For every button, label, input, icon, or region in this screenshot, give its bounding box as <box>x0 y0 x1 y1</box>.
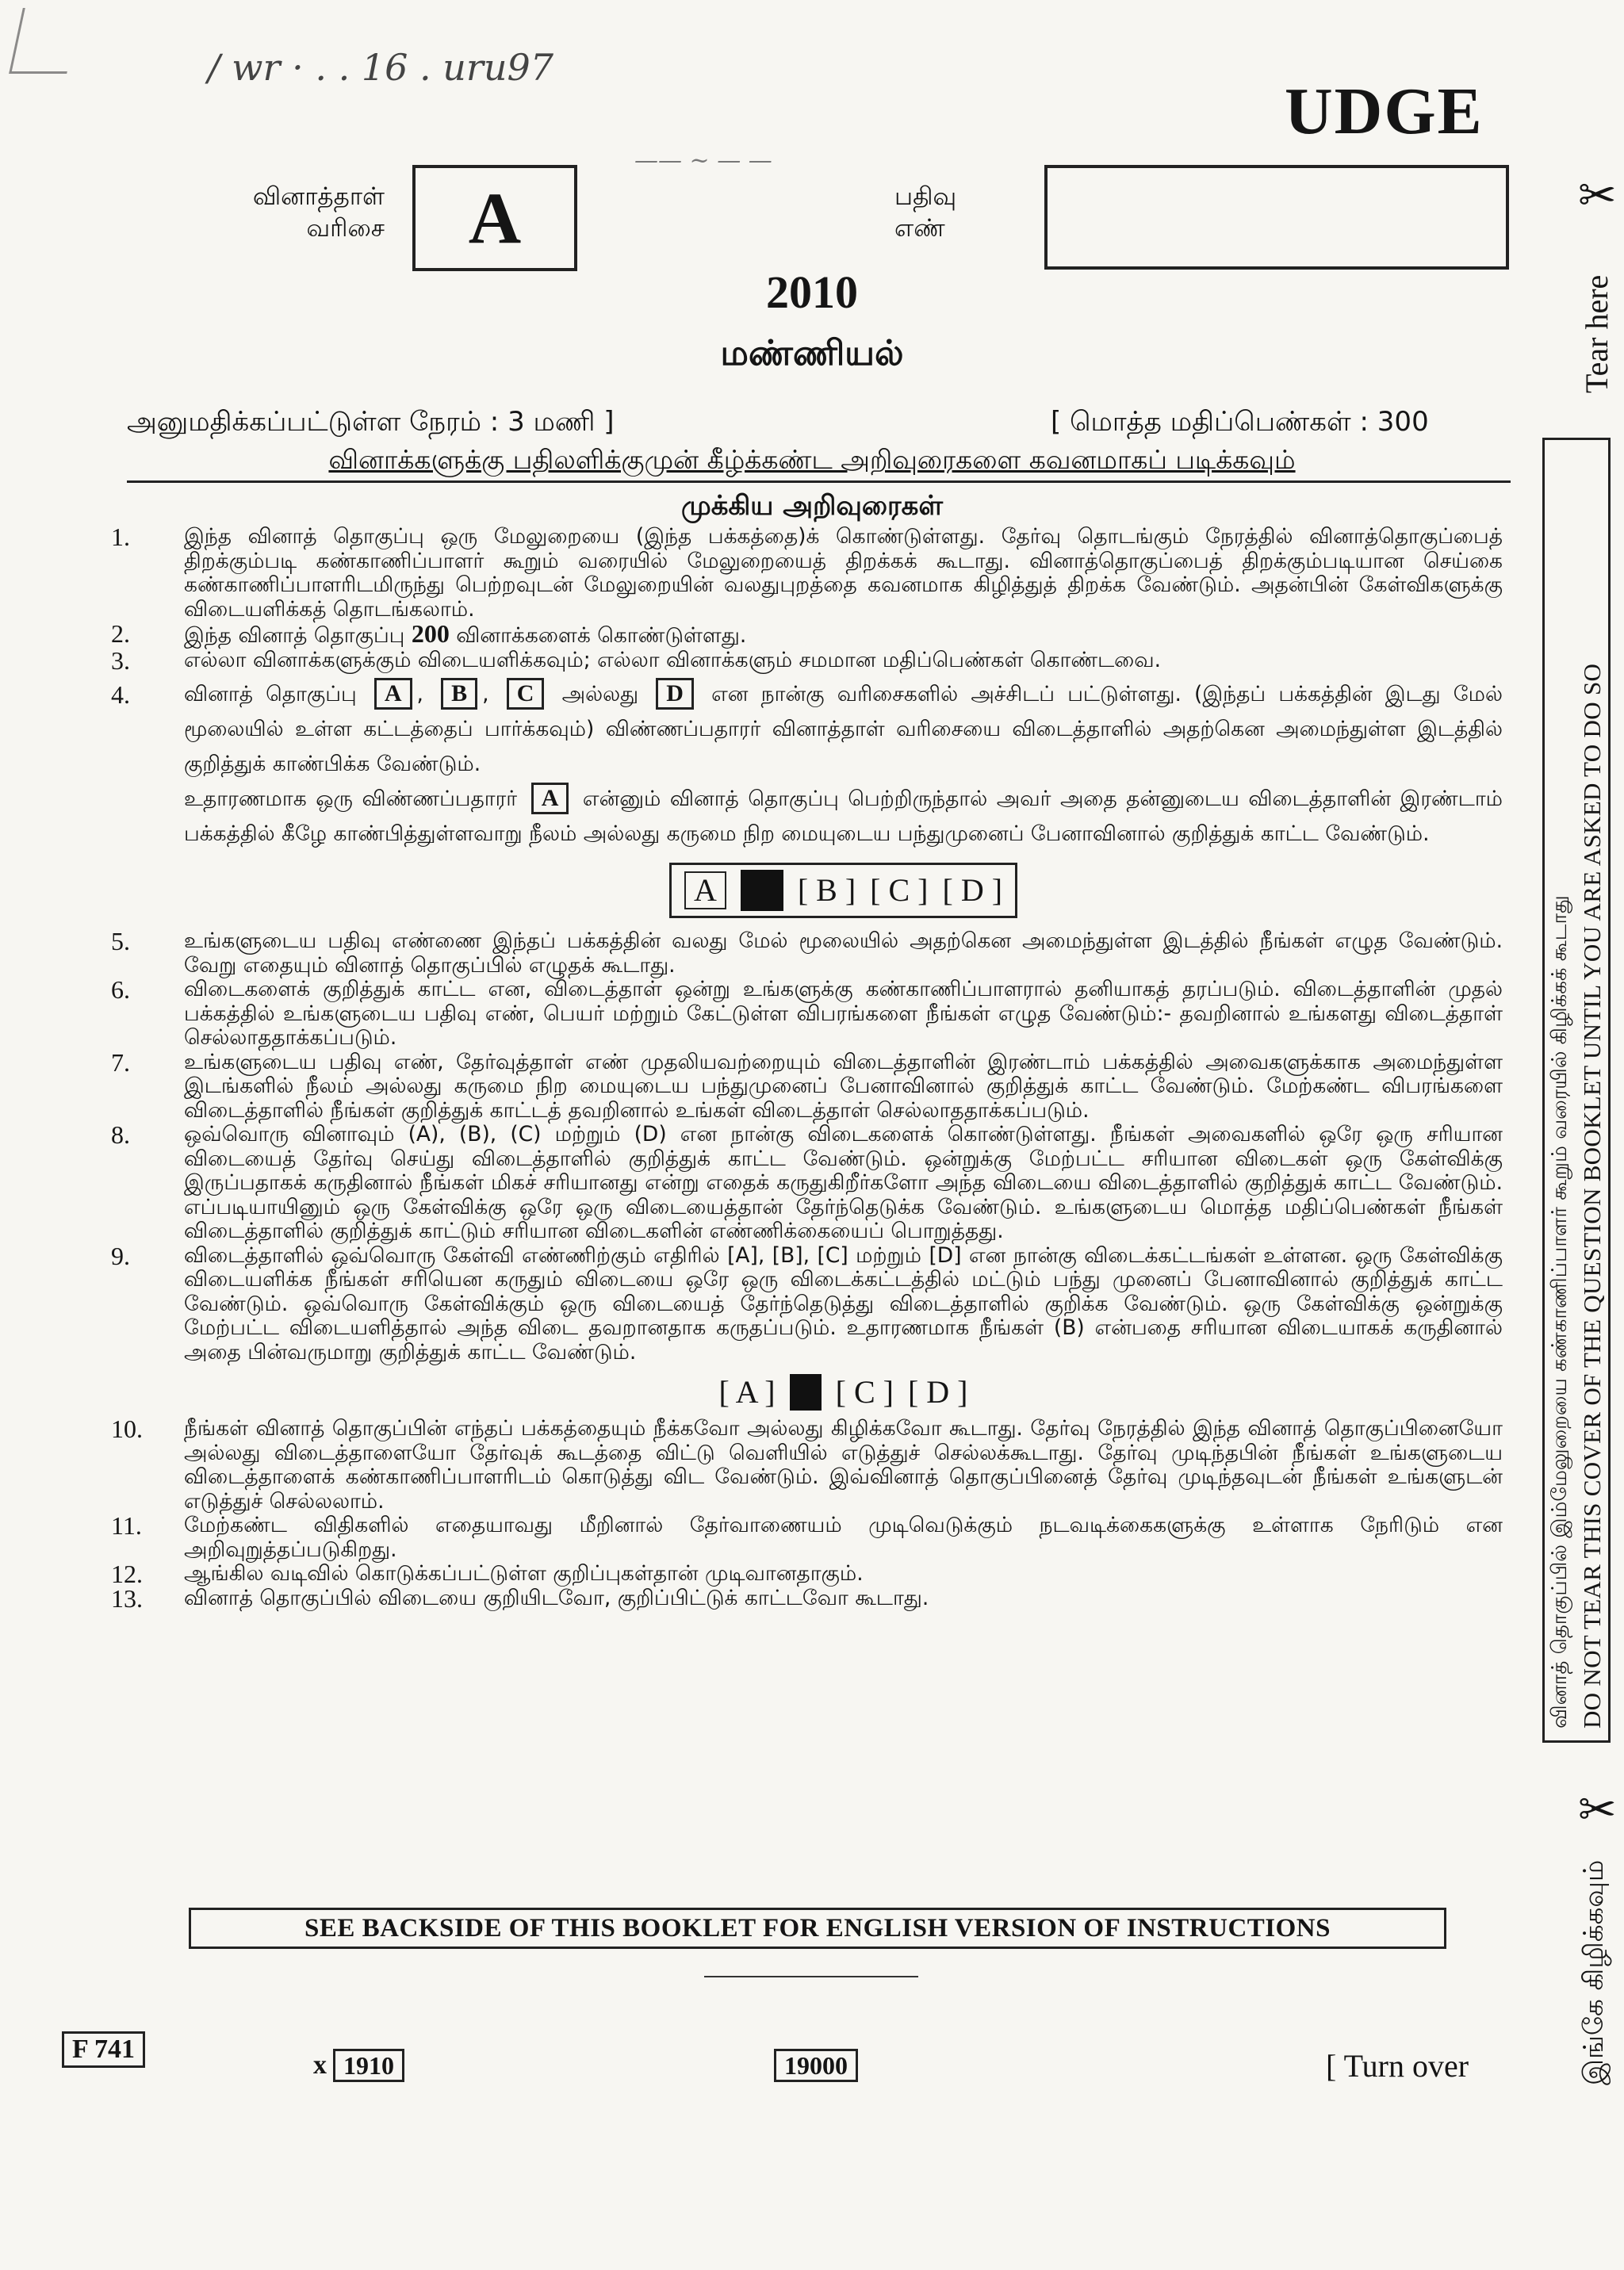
answer-marking-example <box>184 1371 1503 1414</box>
series-box-b: B <box>441 678 477 710</box>
paper-code: UDGE <box>1285 75 1484 148</box>
instruction-item: 9. விடைத்தாளில் ஒவ்வொரு கேள்வி எண்ணிற்கும் எதிரில் [A], [B], [C] மற்றும் [D] என நான்கு விடைக்கட்டங்கள் உள்ளன. ஒரு கேள்விக்கு விடையளிக்க நீங்கள் சரியென கருதும் விடையை ஒரே ஒரு விடைக்கட்டத்தில் மட்டும் பந்து முனைப் பேனாவினால் குறித்துக் காட்ட வேண்டும். ஒவ்வொரு கேள்விக்கும் ஒரு விடையைத் தேர்ந்தெடுத்து விடைத்தாளில் குறிக்க வேண்டும். ஒரு கேள்விக்கு ஒன்றுக்கு மேற்பட்ட விடையளித்தால் அந்த விடை தவறானதாக கருதப்படும். உதாரணமாக நீங்கள் (B) என்பதை சரியான விடையாகக் கருதினால் அதை பின்வருமாறு குறித்துக் காட்ட வேண்டும். [ A ] [ C ] [ D ] <box>111 1244 1503 1418</box>
series-box: A <box>412 165 577 271</box>
instruction-item: 4. வினாத் தொகுப்பு A , B , C அல்லது D என நான்கு வரிசைகளில் அச்சிடப் பட்டுள்ளது. (இந்தப் பக்கத்தின் இடது மேல் மூலையில் உள்ள கட்டத்தைப் பார்க்கவும்) விண்ணப்பதாரர் வினாத்தாள் வரிசையை விடைத்தாளில் அதற்கென அமைந்துள்ள இடத்தில் குறித்துக் காண்பிக்க வேண்டும். உதாரணமாக ஒரு விண்ணப்பதாரர் A என்னும் வினாத் தொகுப்பு பெற்றிருந்தால் அவர் அதை தன்னுடைய விடைத்தாளின் இரண்டாம் பக்கத்தில் கீழே காண்பித்துள்ளவாறு நீலம் அல்லது கருமை நிற மையுடைய பந்துமுனைப் பேனாவினால் குறித்துக் காட்ட வேண்டும். A [ B ] [ C ] [ D ] <box>111 677 1503 929</box>
instruction-item: 2. இந்த வினாத் தொகுப்பு 200 வினாக்களைக் கொண்டுள்ளது. <box>111 619 747 648</box>
answer-mark-a: [ A ] <box>718 1373 776 1410</box>
do-not-tear-tamil: வினாத் தொகுப்பில் இம்மேலுறையை கண்காணிப்பாளர் கூறும் வரையில் கிழிக்கக் கூடாது <box>1548 895 1572 1728</box>
answer-mark-d: [ D ] <box>907 1373 968 1410</box>
booklet-code: F 741 <box>62 2031 145 2068</box>
scissor-icon: ✂ <box>1578 1782 1617 1836</box>
read-instructions-note: வினாக்களுக்கு பதிலளிக்குமுன் கீழ்க்கண்ட அறிவுரைகளை கவனமாகப் படிக்கவும் <box>328 444 1296 475</box>
register-number-field[interactable] <box>1044 165 1509 270</box>
series-box-d: D <box>656 678 694 710</box>
tear-here-tamil: இங்கே கிழிக்கவும் <box>1578 1859 1610 2085</box>
answer-mark-c: [ C ] <box>835 1373 894 1410</box>
instruction-item: 11. மேற்கண்ட விதிகளில் எதையாவது மீறினால் தேர்வாணையம் முடிவெடுக்கும் நடவடிக்கைகளுக்கு உள்ளாக நேரிடும் என அறிவுறுத்தப்படுகிறது. <box>111 1511 1503 1562</box>
instructions-heading: முக்கிய அறிவுரைகள் <box>680 490 944 522</box>
instruction-item: 8. ஒவ்வொரு வினாவும் (A), (B), (C) மற்றும் (D) என நான்கு விடைகளைக் கொண்டுள்ளது. நீங்கள் அவைகளில் ஒரே ஒரு சரியான விடையைத் தேர்வு செய்து விடைத்தாளில் குறித்துக் காட்ட வேண்டும். ஒன்றுக்கு மேற்பட்ட சரியான விடைகள் ஒரு கேள்விக்கு இருப்பதாகக் கருதினால் நீங்கள் மிகச் சரியானது என்று எதைக் கருதுகிறீர்களோ அந்த விடையை விடைத்தாளில் குறித்துக் காட்ட வேண்டும். எப்படியாயினும் ஒரு கேள்விக்கு ஒரே ஒரு விடையைத்தான் தேர்ந்தெடுக்க வேண்டும். உங்களுடைய மொத்த மதிப்பெண்கள் நீங்கள் விடைத்தாளில் குறித்துக் காட்டும் சரியான விடைகளின் எண்ணிக்கையைப் பொறுத்தது. <box>111 1120 1503 1243</box>
turn-over: [ Turn over <box>1326 2048 1469 2084</box>
example-mark-d: [ D ] <box>942 872 1003 908</box>
subject-title: மண்ணியல் <box>720 333 904 373</box>
series-label: வினாத்தாள் வரிசை <box>252 182 385 243</box>
filled-bubble <box>790 1374 822 1411</box>
english-version-banner: SEE BACKSIDE OF THIS BOOKLET FOR ENGLISH VERSION OF INSTRUCTIONS <box>189 1908 1446 1949</box>
do-not-tear-english: DO NOT TEAR THIS COVER OF THE QUESTION BOOKLET UNTIL YOU ARE ASKED TO DO SO <box>1578 663 1606 1728</box>
header-rule <box>127 480 1511 483</box>
series-box-a: A <box>374 678 412 710</box>
time-allowed: அனுமதிக்கப்பட்டுள்ள நேரம் : 3 மணி ] <box>127 406 615 438</box>
instruction-item: 5. உங்களுடைய பதிவு எண்ணை இந்தப் பக்கத்தின் வலது மேல் மூலையில் அதற்கென அமைந்துள்ள இடத்தில் நீங்கள் எழுத வேண்டும். வேறு எதையும் வினாத் தொகுப்பில் எழுதக் கூடாது. <box>111 927 1503 978</box>
copy-count: 19000 <box>774 2049 858 2082</box>
exam-year: 2010 <box>766 266 858 318</box>
example-series-box: A <box>531 783 569 814</box>
instruction-item: 12. ஆங்கில வடிவில் கொடுக்கப்பட்டுள்ள குறிப்புகள்தான் முடிவானதாகும். <box>111 1560 864 1588</box>
instruction-item: 10. நீங்கள் வினாத் தொகுப்பின் எந்தப் பக்கத்தையும் நீக்கவோ அல்லது கிழிக்கவோ கூடாது. தேர்வு நேரத்தில் இந்த வினாத் தொகுப்பினையோ அல்லது விடைத்தாளையோ தேர்வுக் கூடத்தை விட்டு வெளியில் எடுத்துச் செல்லக்கூடாது. தேர்வு முடிந்தபின் நீங்கள் உங்களுடைய விடைத்தாளைக் கண்காணிப்பாளரிடம் கொடுத்து விட வேண்டும். இவ்வினாத் தொகுப்பினைத் தேர்வு முடிந்தவுடன் நீங்கள் உங்களுடன் எடுத்துச் செல்லலாம். <box>111 1414 1503 1514</box>
handwritten-scribble-small: —— ~ — — <box>634 147 772 174</box>
instruction-item: 1. இந்த வினாத் தொகுப்பு ஒரு மேலுறையை (இந்த பக்கத்தை)க் கொண்டுள்ளது. தேர்வு தொடங்கும் நேரத்தில் வினாத்தொகுப்பைத் திறக்கும்படி கண்காணிப்பாளர் கூறும் வரையில் மேலுறையைத் திறக்கக் கூடாது. வினாத்தொகுப்பைத் திறக்கும்படியான செய்கை கண்காணிப்பாளரிடமிருந்து பெற்றவுடன் மேலுறையின் வலதுபுறத்தை கவனமாக கிழித்துத் திறக்க வேண்டும். அதன்பின் கேள்விகளுக்கு விடையளிக்கத் தொடங்கலாம். <box>111 523 1503 622</box>
filled-bubble <box>741 870 783 911</box>
instruction-item: 13. வினாத் தொகுப்பில் விடையை குறியிடவோ, குறிப்பிட்டுக் காட்டவோ கூடாது. <box>111 1583 929 1613</box>
series-box-c: C <box>507 678 545 710</box>
total-marks: [ மொத்த மதிப்பெண்கள் : 300 <box>1051 406 1429 438</box>
corner-mark <box>9 8 81 74</box>
instruction-item: 7. உங்களுடைய பதிவு எண், தேர்வுத்தாள் எண் முதலியவற்றையும் விடைத்தாளின் இரண்டாம் பக்கத்தில் அவைகளுக்காக அமைந்துள்ள இடங்களில் நீலம் அல்லது கருமை நிற மையுடைய பந்துமுனைப் பேனாவினால் குறித்துக் காட்ட வேண்டும். மேற்கண்ட விபரங்களை விடைத்தாளில் நீங்கள் குறித்துக் காட்டத் தவறினால் உங்கள் விடைத்தாள் செல்லாததாக்கப்படும். <box>111 1047 1503 1123</box>
end-rule <box>704 1976 918 1977</box>
example-mark-b: [ B ] <box>797 872 856 908</box>
tear-here-label: Tear here <box>1579 274 1614 393</box>
register-number-label: பதிவு எண் <box>894 182 957 243</box>
handwritten-scribble: / wr · . . 16 . uru97 <box>208 46 554 89</box>
scissor-icon: ✂ <box>1578 168 1617 222</box>
instructions-list <box>111 523 1503 1613</box>
example-mark-c: [ C ] <box>870 872 929 908</box>
example-mark-a: A <box>684 871 726 909</box>
instruction-item: 3. எல்லா வினாக்களுக்கும் விடையளிக்கவும்; எல்லா வினாக்களும் சமமான மதிப்பெண்கள் கொண்டவை. <box>111 645 1162 675</box>
instruction-item: 6. விடைகளைக் குறித்துக் காட்ட என, விடைத்தாள் ஒன்று உங்களுக்கு கண்காணிப்பாளரால் தனியாகத் தரப்படும். விடைத்தாளின் முதல் பக்கத்தில் உங்களுடைய பதிவு எண், பெயர் மற்றும் கேட்டுள்ள விபரங்களை நீங்கள் எழுத வேண்டும்:- தவறினால் உங்களது விடைத்தாள் செல்லாததாக்கப்படும். <box>111 975 1503 1050</box>
multiplier: x 1910 <box>313 2049 404 2082</box>
series-marking-example <box>184 863 1503 918</box>
